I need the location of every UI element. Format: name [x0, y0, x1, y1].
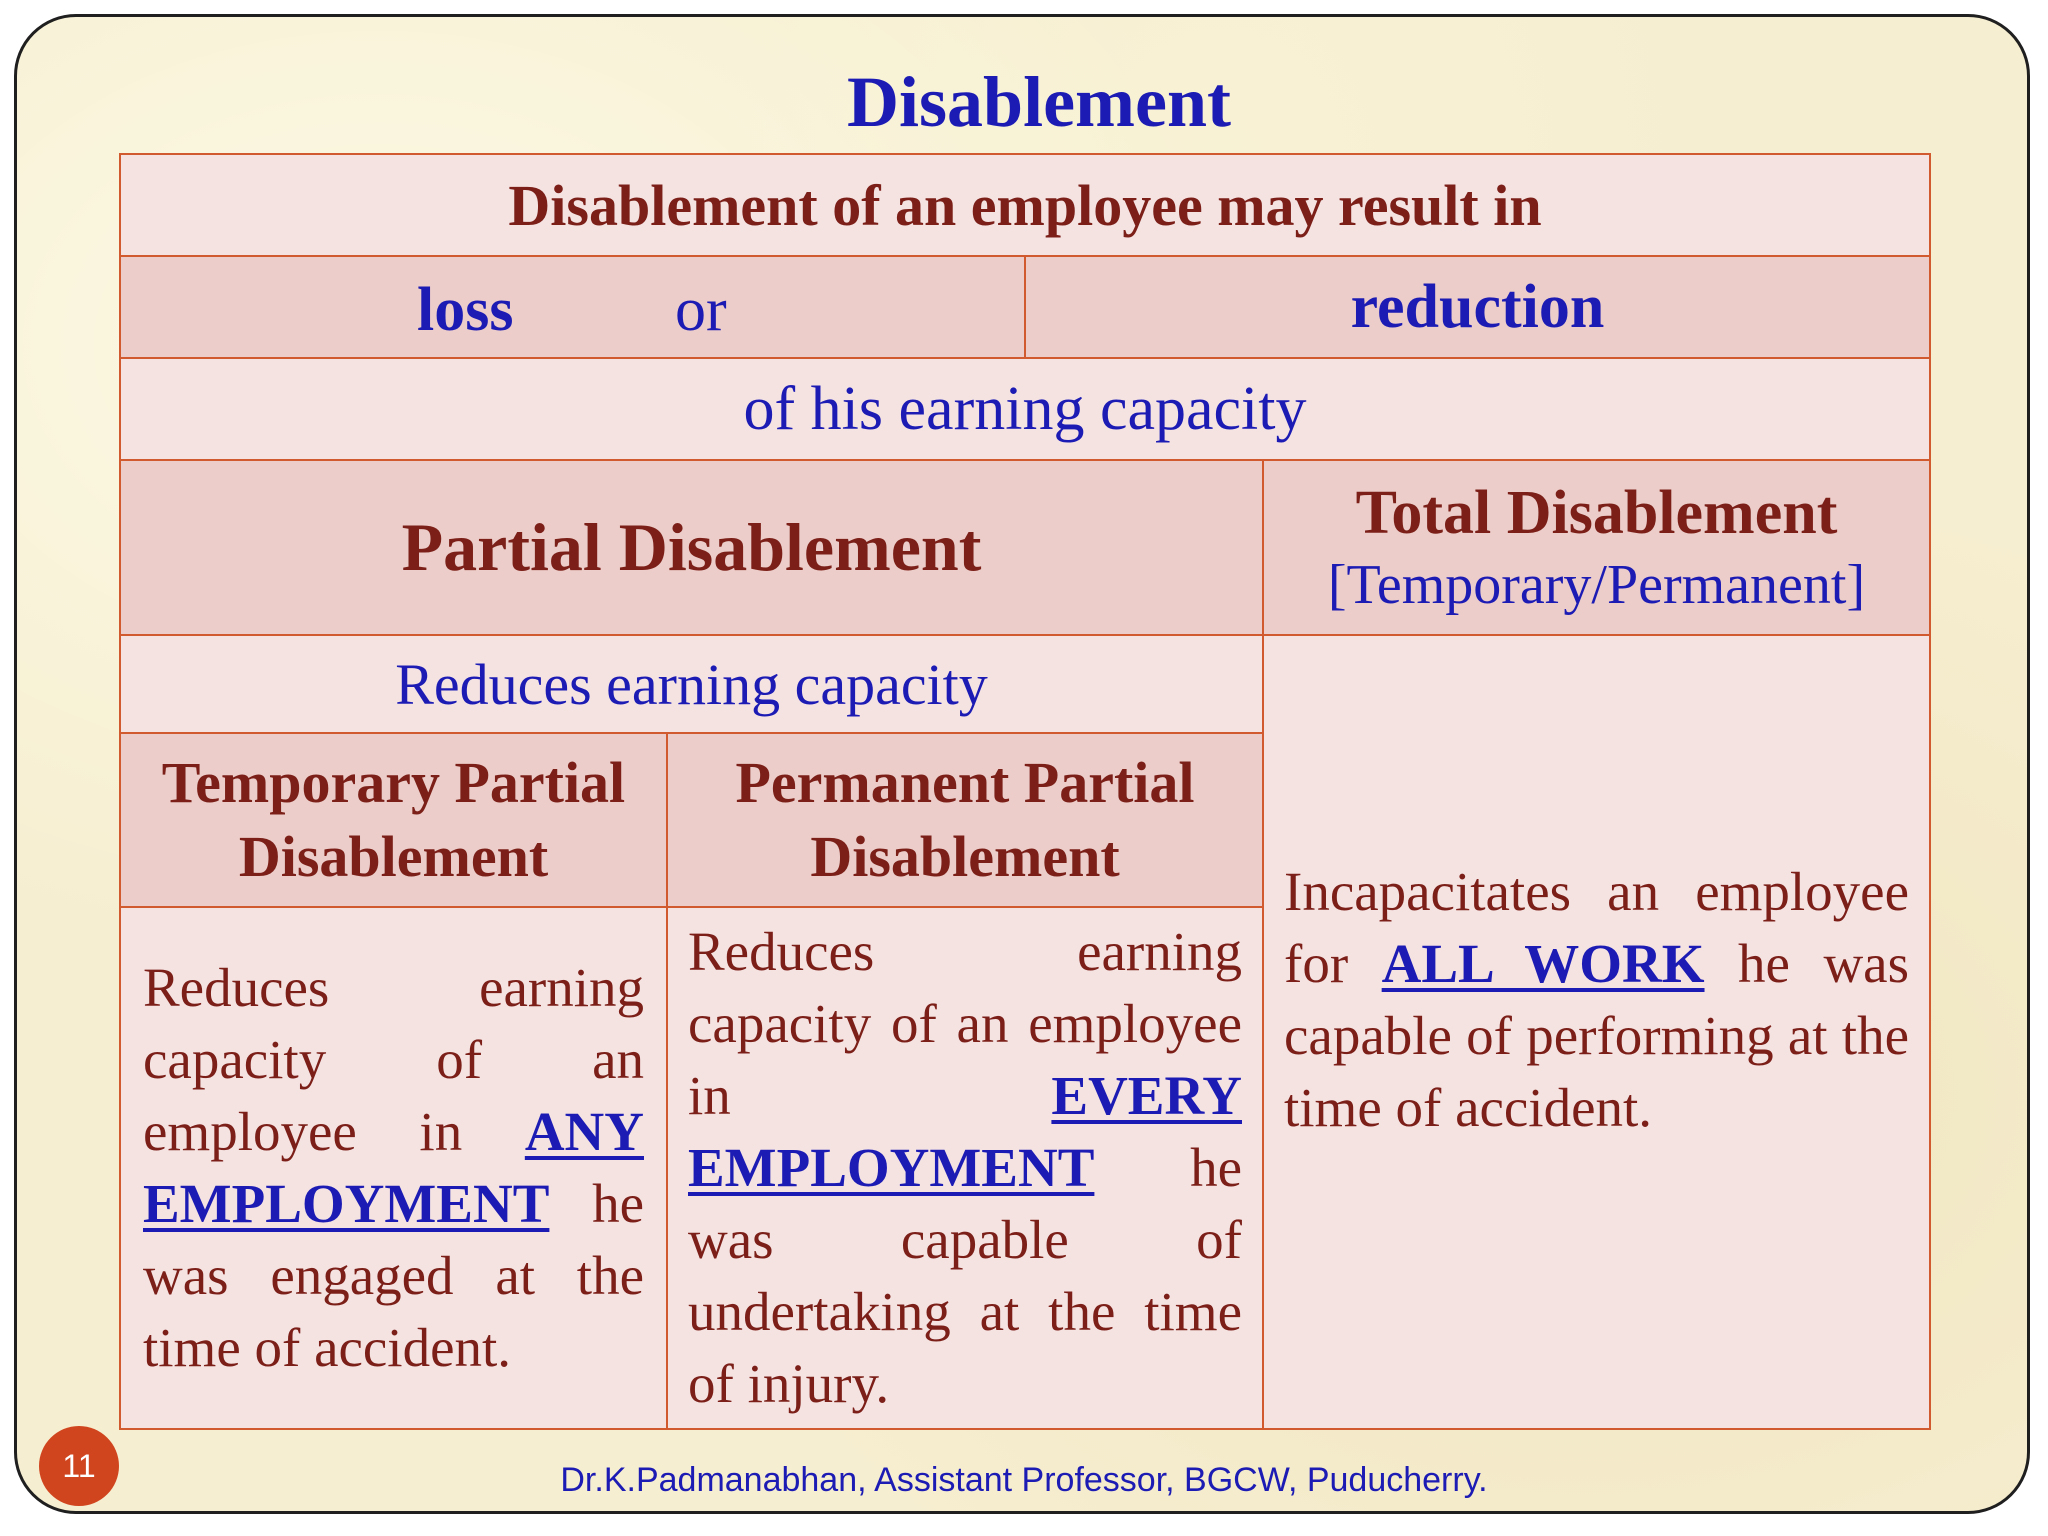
all-work-emphasis: ALL WORK	[1381, 933, 1705, 994]
partial-heading-cell	[119, 459, 1264, 636]
total-heading-cell	[1262, 459, 1931, 636]
total-subheading: [Temporary/Permanent]	[1327, 553, 1866, 616]
reduction-cell	[1024, 255, 1931, 359]
temp-partial-heading-line1: Temporary Partial	[161, 750, 626, 815]
intro-text: Disablement of an employee may result in	[508, 172, 1542, 238]
intro-cell	[119, 153, 1931, 257]
loss-cell	[119, 255, 1026, 359]
slide-title: Disablement	[847, 62, 1231, 142]
footer-credit: Dr.K.Padmanabhan, Assistant Professor, BGCW, Puducherry.	[560, 1461, 1488, 1499]
earning-capacity-cell	[119, 357, 1931, 461]
perm-partial-heading-cell	[666, 732, 1264, 908]
temp-partial-desc: Reduces earning capacity of an employee in ANY EMPLOYMENT he was engaged at the time of accident.	[143, 957, 644, 1378]
temp-partial-heading-cell	[119, 732, 668, 908]
reduction-text: reduction	[1350, 272, 1605, 341]
total-desc-cell	[1262, 634, 1931, 1430]
every-employment-emphasis: EVERY EMPLOYMENT	[688, 1065, 1242, 1198]
perm-partial-heading-line2: Disablement	[810, 824, 1120, 889]
total-desc: Incapacitates an employee for ALL WORK he was capable of performing at the time of accident.	[1284, 861, 1909, 1138]
temp-partial-desc-cell	[119, 906, 668, 1430]
partial-heading: Partial Disablement	[401, 509, 982, 585]
any-employment-emphasis: ANY EMPLOYMENT	[143, 1101, 644, 1234]
or-text: or	[675, 276, 727, 344]
perm-partial-desc-cell	[666, 906, 1264, 1430]
temp-partial-heading-line2: Disablement	[238, 824, 549, 889]
loss-text: loss	[417, 276, 514, 344]
perm-partial-desc: Reduces earning capacity of an employee in EVERY EMPLOYMENT he was capable of undertaking at the time of injury.	[688, 921, 1242, 1414]
partial-desc-cell	[119, 634, 1264, 734]
total-heading: Total Disablement	[1355, 478, 1838, 547]
page-number-badge: 11	[39, 1426, 119, 1506]
partial-desc: Reduces earning capacity	[395, 651, 988, 717]
earning-capacity-text: of his earning capacity	[743, 374, 1307, 443]
perm-partial-heading-line1: Permanent Partial	[735, 750, 1195, 815]
